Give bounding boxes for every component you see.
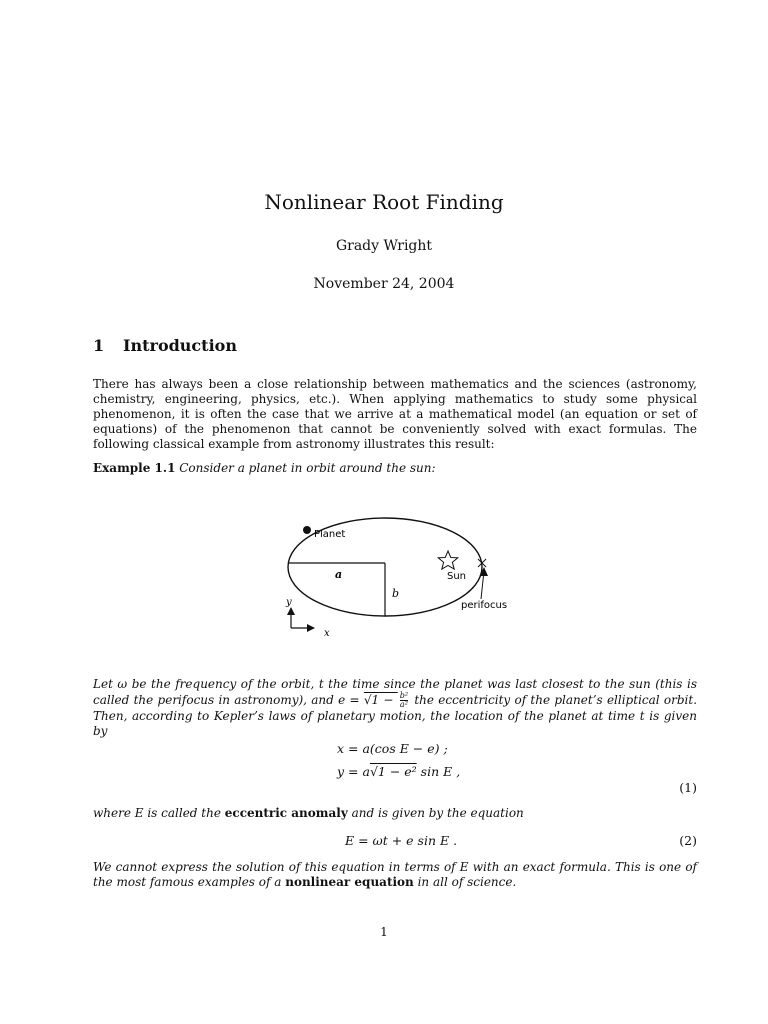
section-number: 1	[93, 336, 105, 355]
equation2-number: (2)	[679, 833, 697, 848]
where-paragraph	[93, 806, 697, 821]
x-axis-label: x	[324, 628, 330, 639]
paper-title: Nonlinear Root Finding	[264, 190, 504, 214]
paper-date: November 24, 2004	[313, 276, 455, 292]
b-label: b	[392, 587, 400, 600]
nonlinear-equation-term: nonlinear equation	[285, 875, 414, 889]
where-part2: and is given by the equation	[347, 806, 524, 820]
equation1-number: (1)	[679, 780, 697, 795]
equation1-line1: x = a(cos E − e) ;	[337, 741, 448, 756]
a-label: a	[335, 568, 343, 581]
sun-star-icon	[438, 551, 458, 569]
cannot-paragraph	[93, 860, 697, 890]
eq1-line2-lead: y = a	[337, 764, 370, 779]
cannot-part1: We cannot express the solution of this equation in terms of E with an exact formula. This is one of the most famous examples of a	[93, 860, 697, 889]
example-label: Example 1.1	[93, 461, 176, 475]
sqrt-lead: 1 −	[371, 693, 398, 707]
fraction-denominator: a²	[399, 700, 408, 709]
let-text-part2: the eccentricity of the planet’s elliptical orbit. Then, according to Kepler’s laws of planetary motion, the location of the planet at time t is given by	[93, 693, 698, 738]
equation2: E = ωt + e sin E .	[345, 833, 458, 848]
b2-over-a2-fraction	[400, 692, 408, 709]
eq1-line2-tail: sin E ,	[416, 764, 461, 779]
eq1-sqrt: √1 − e²	[369, 764, 417, 779]
y-axis-arrowhead	[287, 607, 295, 615]
let-text-part1: Let ω be the frequency of the orbit, t the time since the planet was last closest to the sun (this is called the perifocus in astronomy), and e =	[93, 677, 697, 707]
paper-author: Grady Wright	[335, 238, 433, 254]
example-paragraph	[93, 461, 697, 476]
planet-dot	[303, 526, 311, 534]
x-axis-arrowhead	[307, 624, 315, 632]
fraction-numerator: b²	[399, 691, 409, 700]
section-heading	[93, 336, 237, 355]
eq1-sqrt-body: 1 − e²	[377, 764, 417, 779]
eccentric-anomaly-term: eccentric anomaly	[224, 806, 348, 820]
perifocus-arrowhead	[480, 567, 489, 576]
perifocus-label: perifocus	[461, 600, 508, 611]
eccentricity-sqrt: √1 − $\frac{\text{b²}}{\text{a²}}$	[363, 691, 409, 709]
y-axis-label: y	[286, 597, 292, 608]
where-part1: where E is called the	[93, 806, 225, 820]
orbit-figure	[280, 515, 520, 650]
intro-paragraph: There has always been a close relationship between mathematics and the sciences (astronomy, chemistry, engineering, physics, etc.). When applying mathematics to study some physical phenomenon, it is often the case that we arrive at a mathematical model (an equation or set of equations) of the phenomenon that cannot be conveniently solved with exact formulas. The following classical example from astronomy illustrates this result:	[93, 377, 697, 451]
planet-label: Planet	[314, 529, 346, 540]
sun-label: Sun	[447, 571, 467, 582]
example-text: Consider a planet in orbit around the sun:	[179, 461, 436, 475]
section-title: Introduction	[123, 336, 237, 355]
let-paragraph	[93, 677, 697, 739]
title-block	[0, 190, 768, 292]
cannot-part2: in all of science.	[413, 875, 517, 889]
equation1-line2	[337, 764, 460, 779]
page-number: 1	[380, 925, 388, 939]
